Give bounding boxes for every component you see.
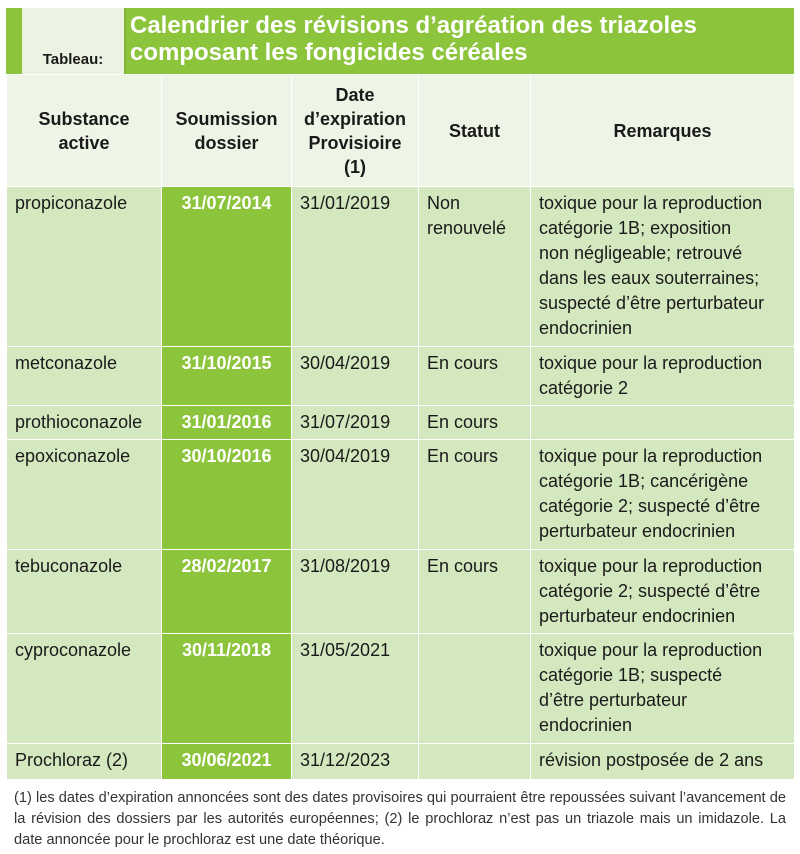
- header-line: d’expiration: [303, 108, 406, 129]
- column-header-remarks: Remarques: [531, 75, 795, 187]
- column-header-submission: [162, 75, 292, 187]
- column-header-expiry: [292, 75, 419, 187]
- remarks-cell: [531, 440, 795, 549]
- expiry-date-cell: 31/05/2021: [292, 633, 419, 743]
- table-tag-label: Tableau:: [42, 51, 104, 68]
- substance-cell: tebuconazole: [7, 549, 162, 633]
- remarks-line: toxique pour la reproduction: [539, 193, 763, 213]
- expiry-date-cell: 31/08/2019: [292, 549, 419, 633]
- remarks-line: perturbateur endocrinien: [539, 605, 736, 626]
- substance-cell: Prochloraz (2): [7, 743, 162, 779]
- submission-date-cell: 31/07/2014: [162, 187, 292, 347]
- table-title-line-2: composant les fongicides céréales: [130, 39, 528, 66]
- remarks-line: catégorie 2; suspecté d’être: [539, 580, 761, 601]
- header-line: Soumission: [175, 108, 278, 129]
- substance-cell: prothioconazole: [7, 406, 162, 440]
- expiry-date-cell: 31/07/2019: [292, 406, 419, 440]
- status-cell: [419, 440, 531, 549]
- remarks-line: non négligeable; retrouvé: [539, 243, 743, 263]
- status-cell: [419, 187, 531, 347]
- expiry-date-cell: 31/12/2023: [292, 743, 419, 779]
- table-header-row: [7, 75, 795, 187]
- substance-cell: cyproconazole: [7, 633, 162, 743]
- status-line: renouvelé: [427, 218, 507, 238]
- table-row: [7, 633, 795, 743]
- remarks-line: catégorie 1B; suspecté: [539, 664, 723, 685]
- triazole-revision-table: [6, 74, 795, 780]
- remarks-cell: [531, 743, 795, 779]
- remarks-cell: [531, 633, 795, 743]
- status-line: En cours: [427, 353, 499, 374]
- remarks-cell: [531, 347, 795, 406]
- remarks-line: catégorie 2; suspecté d’être: [539, 496, 761, 517]
- submission-date-cell: 30/11/2018: [162, 633, 292, 743]
- table-footnote: (1) les dates d’expiration annoncées sont des dates provisoires qui pourraient être repoussées suivant l’avancement de la révision des dossiers par les autorités européennes; (2) le prochloraz n’est pas un triazole mais un imidazole. La date annoncée pour le prochloraz est une date théorique.: [14, 790, 786, 848]
- remarks-line: suspecté d’être perturbateur: [539, 293, 765, 313]
- submission-date-cell: 30/10/2016: [162, 440, 292, 549]
- status-cell: [419, 633, 531, 743]
- remarks-cell: [531, 187, 795, 347]
- remarks-line: toxique pour la reproduction: [539, 353, 763, 374]
- remarks-line: catégorie 1B; cancérigène: [539, 471, 749, 492]
- remarks-line: endocrinien: [539, 318, 633, 338]
- status-line: En cours: [427, 555, 499, 576]
- remarks-line: endocrinien: [539, 714, 633, 735]
- header-line: Substance: [38, 108, 130, 129]
- table-title: [130, 12, 780, 66]
- remarks-line: dans les eaux souterraines;: [539, 268, 760, 288]
- header-line: active: [58, 132, 110, 153]
- substance-cell: propiconazole: [7, 187, 162, 347]
- expiry-date-cell: 31/01/2019: [292, 187, 419, 347]
- status-line: En cours: [427, 446, 499, 467]
- table-row: [7, 743, 795, 779]
- submission-date-cell: 30/06/2021: [162, 743, 292, 779]
- column-header-substance: [7, 75, 162, 187]
- remarks-line: catégorie 1B; exposition: [539, 218, 732, 238]
- status-line: Non: [427, 193, 461, 213]
- table-row: [7, 549, 795, 633]
- remarks-line: d’être perturbateur: [539, 689, 688, 710]
- substance-cell: epoxiconazole: [7, 440, 162, 549]
- remarks-line: catégorie 2: [539, 378, 629, 399]
- table-row: [7, 187, 795, 347]
- expiry-date-cell: 30/04/2019: [292, 440, 419, 549]
- remarks-line: toxique pour la reproduction: [539, 555, 763, 576]
- submission-date-cell: 31/01/2016: [162, 406, 292, 440]
- remarks-line: toxique pour la reproduction: [539, 446, 763, 467]
- table-title-line-1: Calendrier des révisions d’agréation des triazoles: [130, 12, 697, 39]
- column-header-status: Statut: [419, 75, 531, 187]
- status-cell: [419, 406, 531, 440]
- table-row: [7, 440, 795, 549]
- header-line: Provisioire: [308, 132, 402, 153]
- table-row: [7, 406, 795, 440]
- status-line: En cours: [427, 412, 499, 433]
- remarks-line: perturbateur endocrinien: [539, 521, 736, 542]
- header-line: Date: [335, 84, 375, 105]
- status-cell: [419, 347, 531, 406]
- status-cell: [419, 549, 531, 633]
- status-cell: [419, 743, 531, 779]
- remarks-cell: [531, 549, 795, 633]
- substance-cell: metconazole: [7, 347, 162, 406]
- header-line: dossier: [194, 132, 259, 153]
- expiry-date-cell: 30/04/2019: [292, 347, 419, 406]
- remarks-line: révision postposée de 2 ans: [539, 749, 764, 770]
- table-tag: [22, 8, 124, 74]
- submission-date-cell: 28/02/2017: [162, 549, 292, 633]
- table-row: [7, 347, 795, 406]
- header-line: (1): [344, 156, 366, 177]
- submission-date-cell: 31/10/2015: [162, 347, 292, 406]
- remarks-cell: [531, 406, 795, 440]
- remarks-line: toxique pour la reproduction: [539, 639, 763, 660]
